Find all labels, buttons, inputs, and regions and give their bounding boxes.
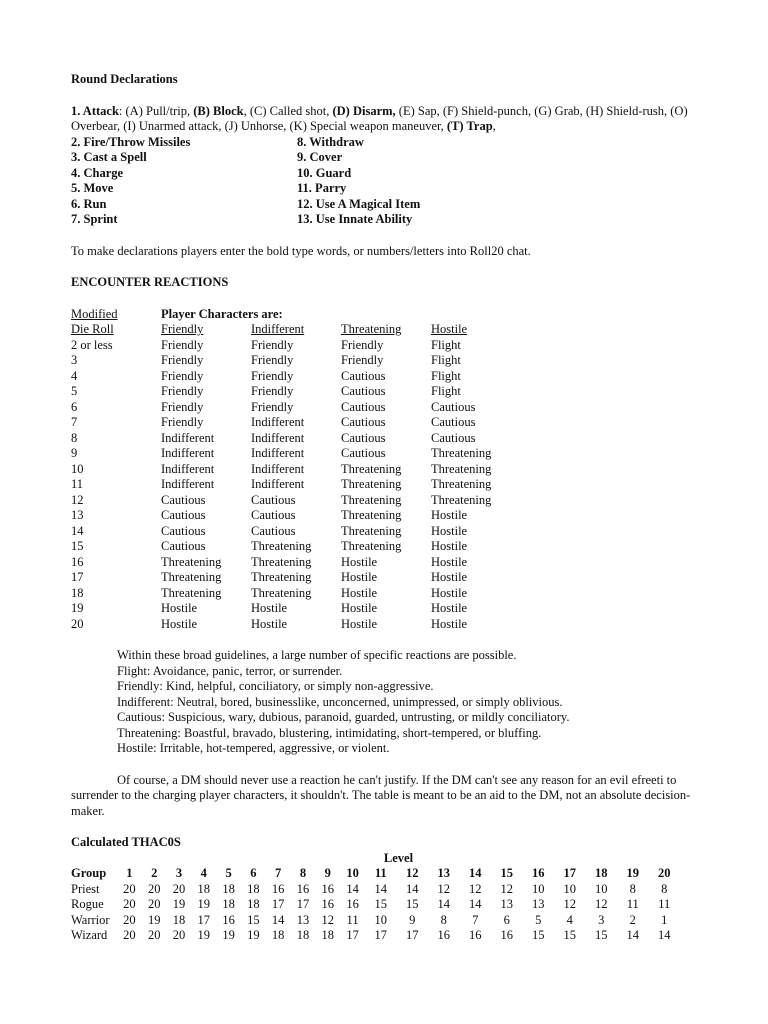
attack-label: 1. Attack xyxy=(71,103,119,118)
thac0-value: 15 xyxy=(531,928,545,942)
table-cell: Flight xyxy=(431,353,461,367)
thac0-value: 10 xyxy=(531,881,545,896)
group-name: Warrior xyxy=(71,912,110,927)
thac0-value: 10 xyxy=(563,881,576,896)
table-cell: Threatening xyxy=(341,508,402,522)
table-row xyxy=(71,617,491,633)
thac0-value: 10 xyxy=(594,881,608,896)
table-cell: Threatening xyxy=(341,523,402,538)
table-cell: 6 xyxy=(71,399,78,414)
table-cell: Hostile xyxy=(161,601,198,615)
level-number: 18 xyxy=(594,866,608,880)
table-row xyxy=(71,431,491,447)
thac0-value: 15 xyxy=(594,928,608,942)
table-cell: Friendly xyxy=(161,415,204,429)
table-cell: Cautious xyxy=(251,492,296,507)
table-cell: Friendly xyxy=(341,353,384,367)
reactions-header-row-1 xyxy=(71,307,491,323)
table-cell: Hostile xyxy=(341,554,378,569)
table-cell: Hostile xyxy=(161,616,198,631)
thac0-value: 14 xyxy=(346,881,359,896)
table-row xyxy=(71,913,680,929)
table-row xyxy=(71,369,491,385)
table-cell: Cautious xyxy=(341,430,386,445)
table-cell: Flight xyxy=(431,337,461,352)
thac0-value: 17 xyxy=(197,912,211,927)
table-cell: Threatening xyxy=(251,585,312,600)
table-cell: Friendly xyxy=(161,353,204,367)
attack-option-segment: (D) Disarm, xyxy=(332,103,396,118)
table-cell: Hostile xyxy=(431,554,468,569)
guideline-line: Within these broad guidelines, a large number of specific reactions are possible. xyxy=(117,648,517,662)
table-cell: Friendly xyxy=(161,384,204,398)
thac0-value: 9 xyxy=(409,912,416,927)
thac0-value: 18 xyxy=(321,928,335,942)
group-name: Priest xyxy=(71,881,100,896)
guideline-line: Friendly: Kind, helpful, conciliatory, or simply non-aggressive. xyxy=(117,679,434,693)
column-header: Hostile xyxy=(431,322,468,336)
table-cell: Indifferent xyxy=(251,477,305,491)
table-row xyxy=(71,462,491,478)
declaration-item: 3. Cast a Spell xyxy=(71,150,147,164)
reactions-header-row-2 xyxy=(71,322,491,338)
thac0-value: 15 xyxy=(247,912,260,927)
thac0-value: 20 xyxy=(123,912,136,927)
modified-label: Modified xyxy=(71,306,118,321)
level-number: 11 xyxy=(374,866,387,880)
encounter-reactions-table xyxy=(71,307,491,633)
thac0-value: 12 xyxy=(594,897,608,911)
level-number: 19 xyxy=(626,866,639,880)
thac0-value: 20 xyxy=(123,897,136,911)
table-cell: Threatening xyxy=(341,539,402,553)
thac0-value: 20 xyxy=(123,928,136,942)
table-cell: Indifferent xyxy=(251,446,305,460)
thac0-value: 12 xyxy=(500,881,513,896)
thac0-value: 20 xyxy=(172,881,186,896)
thac0-value: 12 xyxy=(563,897,576,911)
table-cell: Threatening xyxy=(431,477,492,491)
thac0-value: 16 xyxy=(296,881,310,896)
table-cell: 20 xyxy=(71,616,84,631)
thac0-value: 8 xyxy=(661,881,668,896)
table-cell: Threatening xyxy=(431,492,492,507)
table-row xyxy=(71,400,491,416)
table-cell: Cautious xyxy=(341,399,386,414)
table-cell: 15 xyxy=(71,539,84,553)
attack-option-segment: : (A) Pull/trip, xyxy=(118,103,194,118)
table-cell: Hostile xyxy=(341,616,378,631)
thac0-value: 11 xyxy=(346,912,359,927)
group-header-row xyxy=(71,866,680,882)
table-cell: Friendly xyxy=(341,337,384,352)
table-row xyxy=(71,415,491,431)
thac0-value: 15 xyxy=(563,928,576,942)
thac0-value: 18 xyxy=(197,881,211,896)
declaration-item: 2. Fire/Throw Missiles xyxy=(71,134,191,149)
thac0-value: 18 xyxy=(172,912,186,927)
group-label: Group xyxy=(71,866,107,880)
table-row xyxy=(71,384,491,400)
table-row xyxy=(71,882,680,898)
thac0-value: 18 xyxy=(247,881,260,896)
table-cell: 13 xyxy=(71,508,84,522)
declaration-item: 6. Run xyxy=(71,196,107,211)
thac0-value: 2 xyxy=(629,912,636,927)
thac0-value: 16 xyxy=(222,912,235,927)
declaration-item: 7. Sprint xyxy=(71,212,118,226)
player-characters-label: Player Characters are: xyxy=(161,306,283,321)
thac0-value: 17 xyxy=(405,928,419,942)
thac0-value: 15 xyxy=(405,897,419,911)
thac0-value: 6 xyxy=(503,912,510,927)
declaration-item: 8. Withdraw xyxy=(297,134,364,149)
level-number: 15 xyxy=(500,866,513,880)
declaration-item: 10. Guard xyxy=(297,165,352,180)
table-cell: Friendly xyxy=(161,337,204,352)
thac0-value: 15 xyxy=(374,897,387,911)
declaration-item: 5. Move xyxy=(71,181,114,195)
thac0-value: 19 xyxy=(247,928,260,942)
table-cell: Threatening xyxy=(251,554,312,569)
thac0-value: 14 xyxy=(468,897,482,911)
table-cell: Friendly xyxy=(251,384,294,398)
group-name: Wizard xyxy=(71,928,108,942)
table-row xyxy=(71,477,491,493)
table-cell: Hostile xyxy=(341,585,378,600)
attack-option-segment: (E) Sap, (F) Shield-punch, (G) Grab, (H) Shield-rush, (O) Overbear, (I) Unarmed attack, (J) Unhorse, (K) Special weapon maneuver, xyxy=(71,103,688,133)
table-cell: Cautious xyxy=(431,399,476,414)
round-declarations-title: Round Declarations xyxy=(71,72,178,86)
table-row xyxy=(71,353,491,369)
column-header: Friendly xyxy=(161,322,204,336)
attack-option-segment: (T) Trap xyxy=(446,119,493,133)
thac0-value: 14 xyxy=(271,912,285,927)
thac0-value: 3 xyxy=(598,912,605,927)
level-number: 4 xyxy=(200,866,207,880)
thac0-value: 14 xyxy=(374,881,387,896)
table-cell: 17 xyxy=(71,570,84,584)
table-cell: Friendly xyxy=(251,337,294,352)
table-cell: Indifferent xyxy=(161,461,215,476)
table-cell: Hostile xyxy=(431,570,468,584)
thac0-value: 17 xyxy=(296,897,310,911)
thac0-value: 19 xyxy=(197,897,211,911)
table-cell: Hostile xyxy=(431,508,468,522)
document-page xyxy=(71,72,711,944)
table-cell: Cautious xyxy=(341,415,386,429)
table-cell: 2 or less xyxy=(71,337,113,352)
table-cell: Cautious xyxy=(431,430,476,445)
table-cell: Indifferent xyxy=(161,446,215,460)
table-row xyxy=(71,338,491,354)
table-cell: Hostile xyxy=(431,616,468,631)
level-row xyxy=(71,851,680,867)
level-number: 20 xyxy=(657,866,671,880)
level-number: 9 xyxy=(324,866,331,880)
thac0-value: 18 xyxy=(247,897,260,911)
thac0-value: 16 xyxy=(271,881,285,896)
encounter-reactions-title: ENCOUNTER REACTIONS xyxy=(71,275,229,289)
table-cell: Friendly xyxy=(251,399,294,414)
thac0-value: 20 xyxy=(123,881,136,896)
table-row xyxy=(71,601,491,617)
thac0-value: 8 xyxy=(629,881,636,896)
table-cell: 19 xyxy=(71,601,84,615)
table-cell: 18 xyxy=(71,585,84,600)
table-cell: Hostile xyxy=(251,616,288,631)
column-header: Indifferent xyxy=(251,322,305,336)
declaration-item: 9. Cover xyxy=(297,150,343,164)
table-row xyxy=(71,446,491,462)
thac0-value: 19 xyxy=(222,928,235,942)
level-number: 2 xyxy=(151,866,158,880)
level-number: 14 xyxy=(468,866,482,880)
thac0-value: 20 xyxy=(172,928,186,942)
thac0-value: 13 xyxy=(296,912,310,927)
thac0-value: 16 xyxy=(468,928,482,942)
level-number: 8 xyxy=(299,866,307,880)
table-cell: Threatening xyxy=(161,554,222,569)
table-row xyxy=(71,539,491,555)
thac0-value: 16 xyxy=(346,897,359,911)
table-cell: 12 xyxy=(71,492,84,507)
table-cell: Cautious xyxy=(431,415,476,429)
table-cell: Indifferent xyxy=(251,430,305,445)
thac0-value: 14 xyxy=(405,881,419,896)
thac0-value: 18 xyxy=(296,928,310,942)
column-header: Threatening xyxy=(341,322,402,336)
table-row xyxy=(71,508,491,524)
thac0-value: 12 xyxy=(437,881,450,896)
table-cell: Hostile xyxy=(341,570,378,584)
thac0-value: 18 xyxy=(271,928,285,942)
thac0-value: 19 xyxy=(197,928,211,942)
table-cell: Threatening xyxy=(161,585,222,600)
thac0-value: 11 xyxy=(658,897,671,911)
thac0-value: 19 xyxy=(147,912,161,927)
attack-option-segment: , (C) Called shot, xyxy=(243,103,333,118)
declaration-item: 4. Charge xyxy=(71,165,124,180)
declaration-item: 11. Parry xyxy=(297,181,347,195)
level-number: 1 xyxy=(126,866,133,880)
table-row xyxy=(71,524,491,540)
level-number: 17 xyxy=(563,866,576,880)
table-cell: Threatening xyxy=(341,461,402,476)
level-number: 12 xyxy=(405,866,419,880)
thac0-value: 7 xyxy=(472,912,479,927)
table-cell: Friendly xyxy=(251,368,294,383)
thac0-value: 18 xyxy=(222,881,235,896)
declaration-note: To make declarations players enter the bold type words, or numbers/letters into Roll20 chat. xyxy=(71,243,531,258)
table-cell: Threatening xyxy=(251,539,312,553)
table-cell: Threatening xyxy=(431,446,492,460)
table-cell: Friendly xyxy=(161,368,204,383)
thac0-value: 1 xyxy=(661,912,668,927)
declaration-item: 13. Use Innate Ability xyxy=(297,212,413,226)
thac0-value: 17 xyxy=(374,928,387,942)
level-number: 3 xyxy=(175,866,183,880)
table-cell: Cautious xyxy=(161,492,206,507)
table-cell: 9 xyxy=(71,446,78,460)
table-row xyxy=(71,928,680,944)
thac0s-title: Calculated THAC0S xyxy=(71,835,181,849)
level-number: 10 xyxy=(346,866,359,880)
guideline-line: Cautious: Suspicious, wary, dubious, paranoid, guarded, untrusting, or mildly conciliatory. xyxy=(117,710,570,724)
attack-option-segment: (B) Block xyxy=(193,103,244,118)
table-cell: Cautious xyxy=(161,508,206,522)
table-cell: Cautious xyxy=(341,384,386,398)
reaction-guidelines xyxy=(71,648,711,757)
table-cell: Indifferent xyxy=(161,430,215,445)
level-number: 6 xyxy=(250,866,257,880)
table-cell: Threatening xyxy=(251,570,312,584)
table-cell: Hostile xyxy=(251,601,288,615)
attack-options-text xyxy=(71,104,688,134)
table-row xyxy=(71,586,491,602)
table-cell: Threatening xyxy=(341,492,402,507)
thac0-value: 17 xyxy=(346,928,359,942)
table-cell: Cautious xyxy=(251,523,296,538)
table-cell: Indifferent xyxy=(251,461,305,476)
table-row xyxy=(71,897,680,913)
table-cell: Cautious xyxy=(341,368,386,383)
attack-option-segment: , xyxy=(492,119,496,133)
table-cell: Cautious xyxy=(161,539,206,553)
table-cell: 10 xyxy=(71,461,84,476)
thac0-value: 10 xyxy=(374,912,387,927)
table-cell: 7 xyxy=(71,415,78,429)
guideline-line: Hostile: Irritable, hot-tempered, aggressive, or violent. xyxy=(117,741,390,755)
table-cell: Indifferent xyxy=(251,415,305,429)
thac0-value: 17 xyxy=(271,897,285,911)
table-cell: Friendly xyxy=(161,399,204,414)
declaration-item: 12. Use A Magical Item xyxy=(297,196,421,211)
table-cell: Cautious xyxy=(161,523,206,538)
table-cell: Hostile xyxy=(431,539,468,553)
thac0-value: 16 xyxy=(500,928,513,942)
table-cell: 8 xyxy=(71,430,78,445)
thac0-value: 20 xyxy=(147,897,161,911)
thac0-value: 20 xyxy=(147,881,161,896)
table-cell: 4 xyxy=(71,368,78,383)
table-cell: Cautious xyxy=(341,446,386,460)
table-cell: Hostile xyxy=(431,585,468,600)
thac0-value: 14 xyxy=(626,928,639,942)
column-header: Die Roll xyxy=(71,322,114,336)
thac0-value: 13 xyxy=(531,897,545,911)
table-row xyxy=(71,555,491,571)
group-name: Rogue xyxy=(71,897,104,911)
guideline-line: Indifferent: Neutral, bored, businesslike, unconcerned, unimpressed, or simply oblivious. xyxy=(117,694,563,709)
table-cell: 3 xyxy=(71,353,78,367)
table-cell: Indifferent xyxy=(161,477,215,491)
thac0-value: 18 xyxy=(222,897,235,911)
thac0-value: 4 xyxy=(566,912,573,927)
table-row xyxy=(71,493,491,509)
table-cell: 5 xyxy=(71,384,78,398)
table-cell: Cautious xyxy=(251,508,296,522)
table-cell: Threatening xyxy=(161,570,222,584)
level-number: 7 xyxy=(275,866,282,880)
thac0-value: 14 xyxy=(437,897,450,911)
level-number: 13 xyxy=(437,866,450,880)
declaration-list xyxy=(71,135,711,228)
table-cell: 16 xyxy=(71,554,84,569)
thac0-value: 12 xyxy=(321,912,335,927)
table-cell: Flight xyxy=(431,384,461,398)
thac0-value: 11 xyxy=(626,897,639,911)
level-number: 5 xyxy=(225,866,232,880)
thac0-value: 19 xyxy=(172,897,186,911)
thac0-value: 12 xyxy=(468,881,482,896)
attack-options xyxy=(71,104,711,135)
thac0-value: 16 xyxy=(321,897,335,911)
level-number: 16 xyxy=(531,866,545,880)
table-cell: Hostile xyxy=(341,601,378,615)
table-cell: 11 xyxy=(71,477,84,491)
guideline-line: Threatening: Boastful, bravado, blustering, intimidating, short-tempered, or bluffing. xyxy=(117,725,542,740)
table-cell: Threatening xyxy=(431,461,492,476)
table-cell: Flight xyxy=(431,368,461,383)
thac0-value: 20 xyxy=(147,928,161,942)
thac0-value: 8 xyxy=(440,912,447,927)
table-cell: Hostile xyxy=(431,601,468,615)
thac0-value: 16 xyxy=(437,928,450,942)
level-label: Level xyxy=(383,850,414,865)
table-cell: Hostile xyxy=(431,523,468,538)
guideline-line: Flight: Avoidance, panic, terror, or surrender. xyxy=(117,663,343,678)
thac0-value: 5 xyxy=(535,912,542,927)
thac0-value: 13 xyxy=(500,897,513,911)
thac0-table xyxy=(71,851,680,944)
table-cell: Friendly xyxy=(251,353,294,367)
thac0-value: 16 xyxy=(321,881,335,896)
thac0-value: 14 xyxy=(657,928,671,942)
table-cell: Threatening xyxy=(341,477,402,491)
table-cell: 14 xyxy=(71,523,84,538)
table-row xyxy=(71,570,491,586)
closing-paragraph: Of course, a DM should never use a reaction he can't justify. If the DM can't see any reason for an evil efreeti to surrender to the charging player characters, it shouldn't. The table is meant to be an aid to the DM, not an absolute decision-maker. xyxy=(71,772,691,818)
